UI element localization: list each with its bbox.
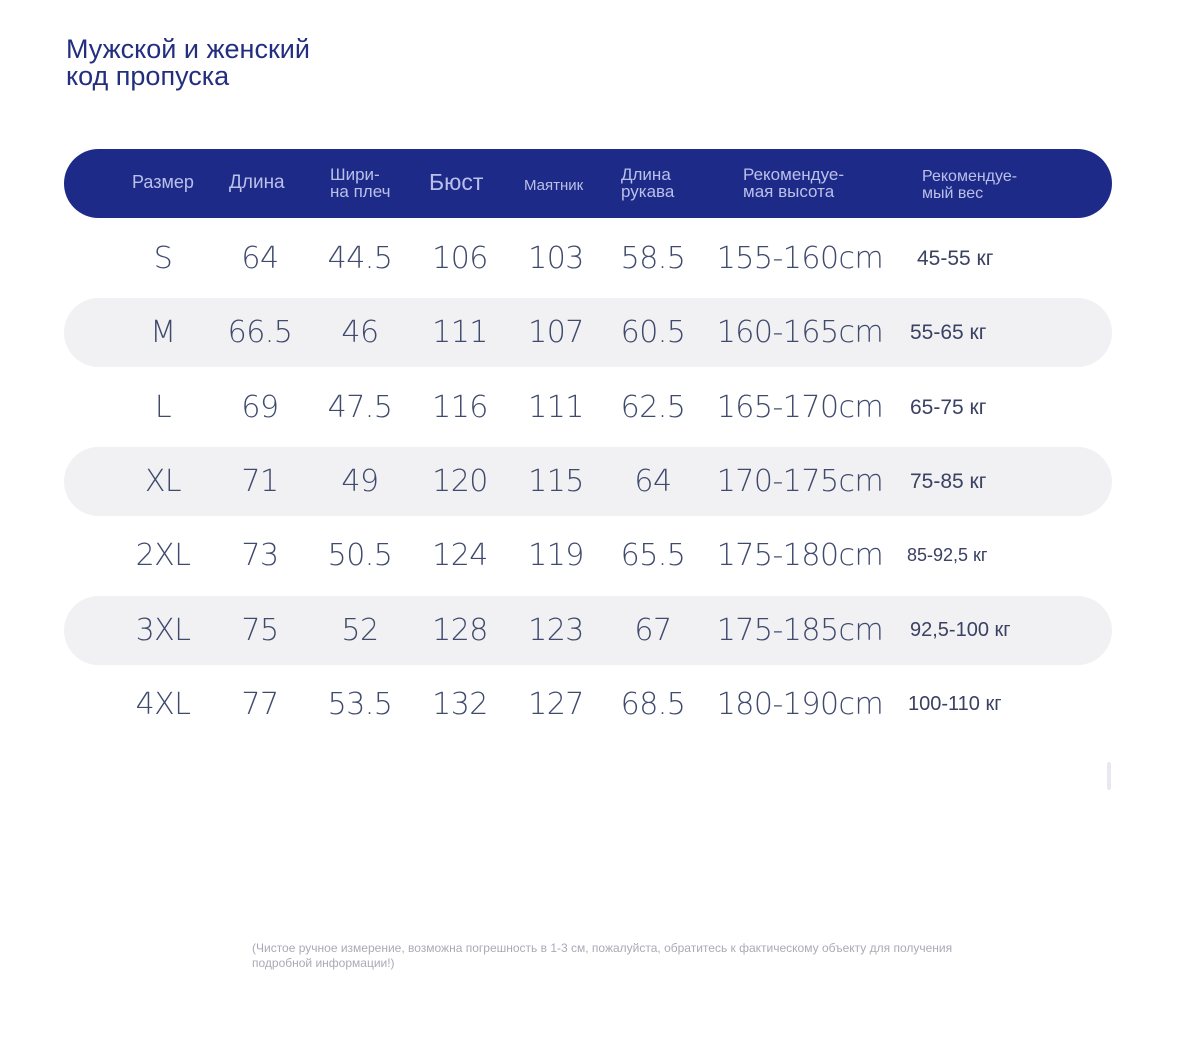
cell-bust: 106 [432,241,488,276]
cell-pendulum: 119 [528,538,584,574]
header-weight [922,168,1017,202]
header-height [743,166,844,200]
cell-bust: 111 [432,315,488,351]
header-bust: Бюст [429,169,484,195]
scroll-edge-mark [1107,762,1111,790]
cell-pendulum: 111 [528,389,584,425]
cell-height: 160-165cm [716,315,884,351]
cell-shoulder: 46 [341,315,379,351]
cell-sleeve: 58.5 [620,241,686,276]
header-height-line-1: Рекомендуе- [743,165,845,184]
cell-shoulder: 50.5 [327,538,393,574]
header-length: Длина [229,172,285,193]
cell-length: 71 [241,463,279,499]
cell-height: 155-160cm [716,241,884,276]
cell-sleeve: 68.5 [620,686,686,722]
cell-size: 4XL [135,686,191,722]
cell-sleeve: 60.5 [620,315,686,351]
cell-pendulum: 103 [528,241,584,276]
cell-length: 69 [241,389,279,425]
cell-height: 175-180cm [716,538,884,574]
cell-pendulum: 123 [528,612,584,648]
cell-sleeve: 65.5 [620,538,686,574]
cell-bust: 116 [432,389,488,425]
header-pendulum: Маятник [524,177,584,194]
cell-sleeve: 62.5 [620,389,686,425]
header-weight-line-1: Рекомендуе- [922,168,1018,185]
table-row [64,373,1112,442]
cell-size: L [154,389,172,425]
table-row [64,447,1112,516]
cell-size: M [150,315,176,351]
table-row [64,521,1112,590]
cell-shoulder: 47.5 [327,389,393,425]
header-sleeve [621,166,674,200]
header-sleeve-line-1: Длина [621,165,671,184]
cell-length: 64 [241,241,279,276]
cell-length: 66.5 [227,315,293,351]
cell-length: 73 [241,538,279,574]
header-size: Размер [132,172,194,192]
header-weight-line-2: мый вес [922,185,984,202]
header-shoulder [330,166,390,200]
cell-weight: 45-55 кг [917,247,994,270]
cell-height: 170-175cm [716,463,884,499]
cell-size: 3XL [135,612,191,648]
cell-bust: 128 [432,612,488,648]
header-shoulder-line-2: на плеч [330,182,391,201]
title-line-2: код пропуска [66,61,230,91]
header-height-line-2: мая высота [743,182,835,201]
cell-size: S [153,241,173,276]
cell-bust: 124 [432,538,488,574]
cell-weight: 85-92,5 кг [907,545,988,566]
cell-sleeve: 67 [634,612,672,648]
table-row [64,224,1112,293]
cell-sleeve: 64 [634,463,672,499]
cell-size: 2XL [135,538,191,574]
title-line-1: Мужской и женский [66,34,310,64]
cell-shoulder: 49 [341,463,379,499]
page-title [66,36,310,90]
cell-length: 75 [241,612,279,648]
table-row [64,670,1112,739]
header-shoulder-line-1: Шири- [330,165,380,184]
cell-size: XL [144,463,182,499]
table-header [64,149,1112,218]
cell-height: 175-185cm [716,612,884,648]
measurement-note: (Чистое ручное измерение, возможна погрешность в 1-3 см, пожалуйста, обратитесь к фактическому объекту для получения подробной информации!) [252,941,953,970]
cell-bust: 132 [432,686,488,722]
cell-weight: 92,5-100 кг [910,618,1011,641]
cell-pendulum: 107 [528,315,584,351]
cell-height: 165-170cm [716,389,884,425]
cell-pendulum: 115 [528,463,584,499]
header-sleeve-line-2: рукава [621,182,675,201]
cell-weight: 75-85 кг [910,469,987,493]
table-row [64,596,1112,665]
cell-pendulum: 127 [528,686,584,722]
cell-weight: 65-75 кг [910,395,987,419]
cell-shoulder: 44.5 [327,241,393,276]
cell-shoulder: 53.5 [327,686,393,722]
cell-length: 77 [241,686,279,722]
cell-bust: 120 [432,463,488,499]
cell-height: 180-190cm [716,686,884,722]
cell-shoulder: 52 [341,612,379,648]
table-row [64,298,1112,367]
cell-weight: 100-110 кг [908,692,1002,715]
cell-weight: 55-65 кг [910,321,987,345]
